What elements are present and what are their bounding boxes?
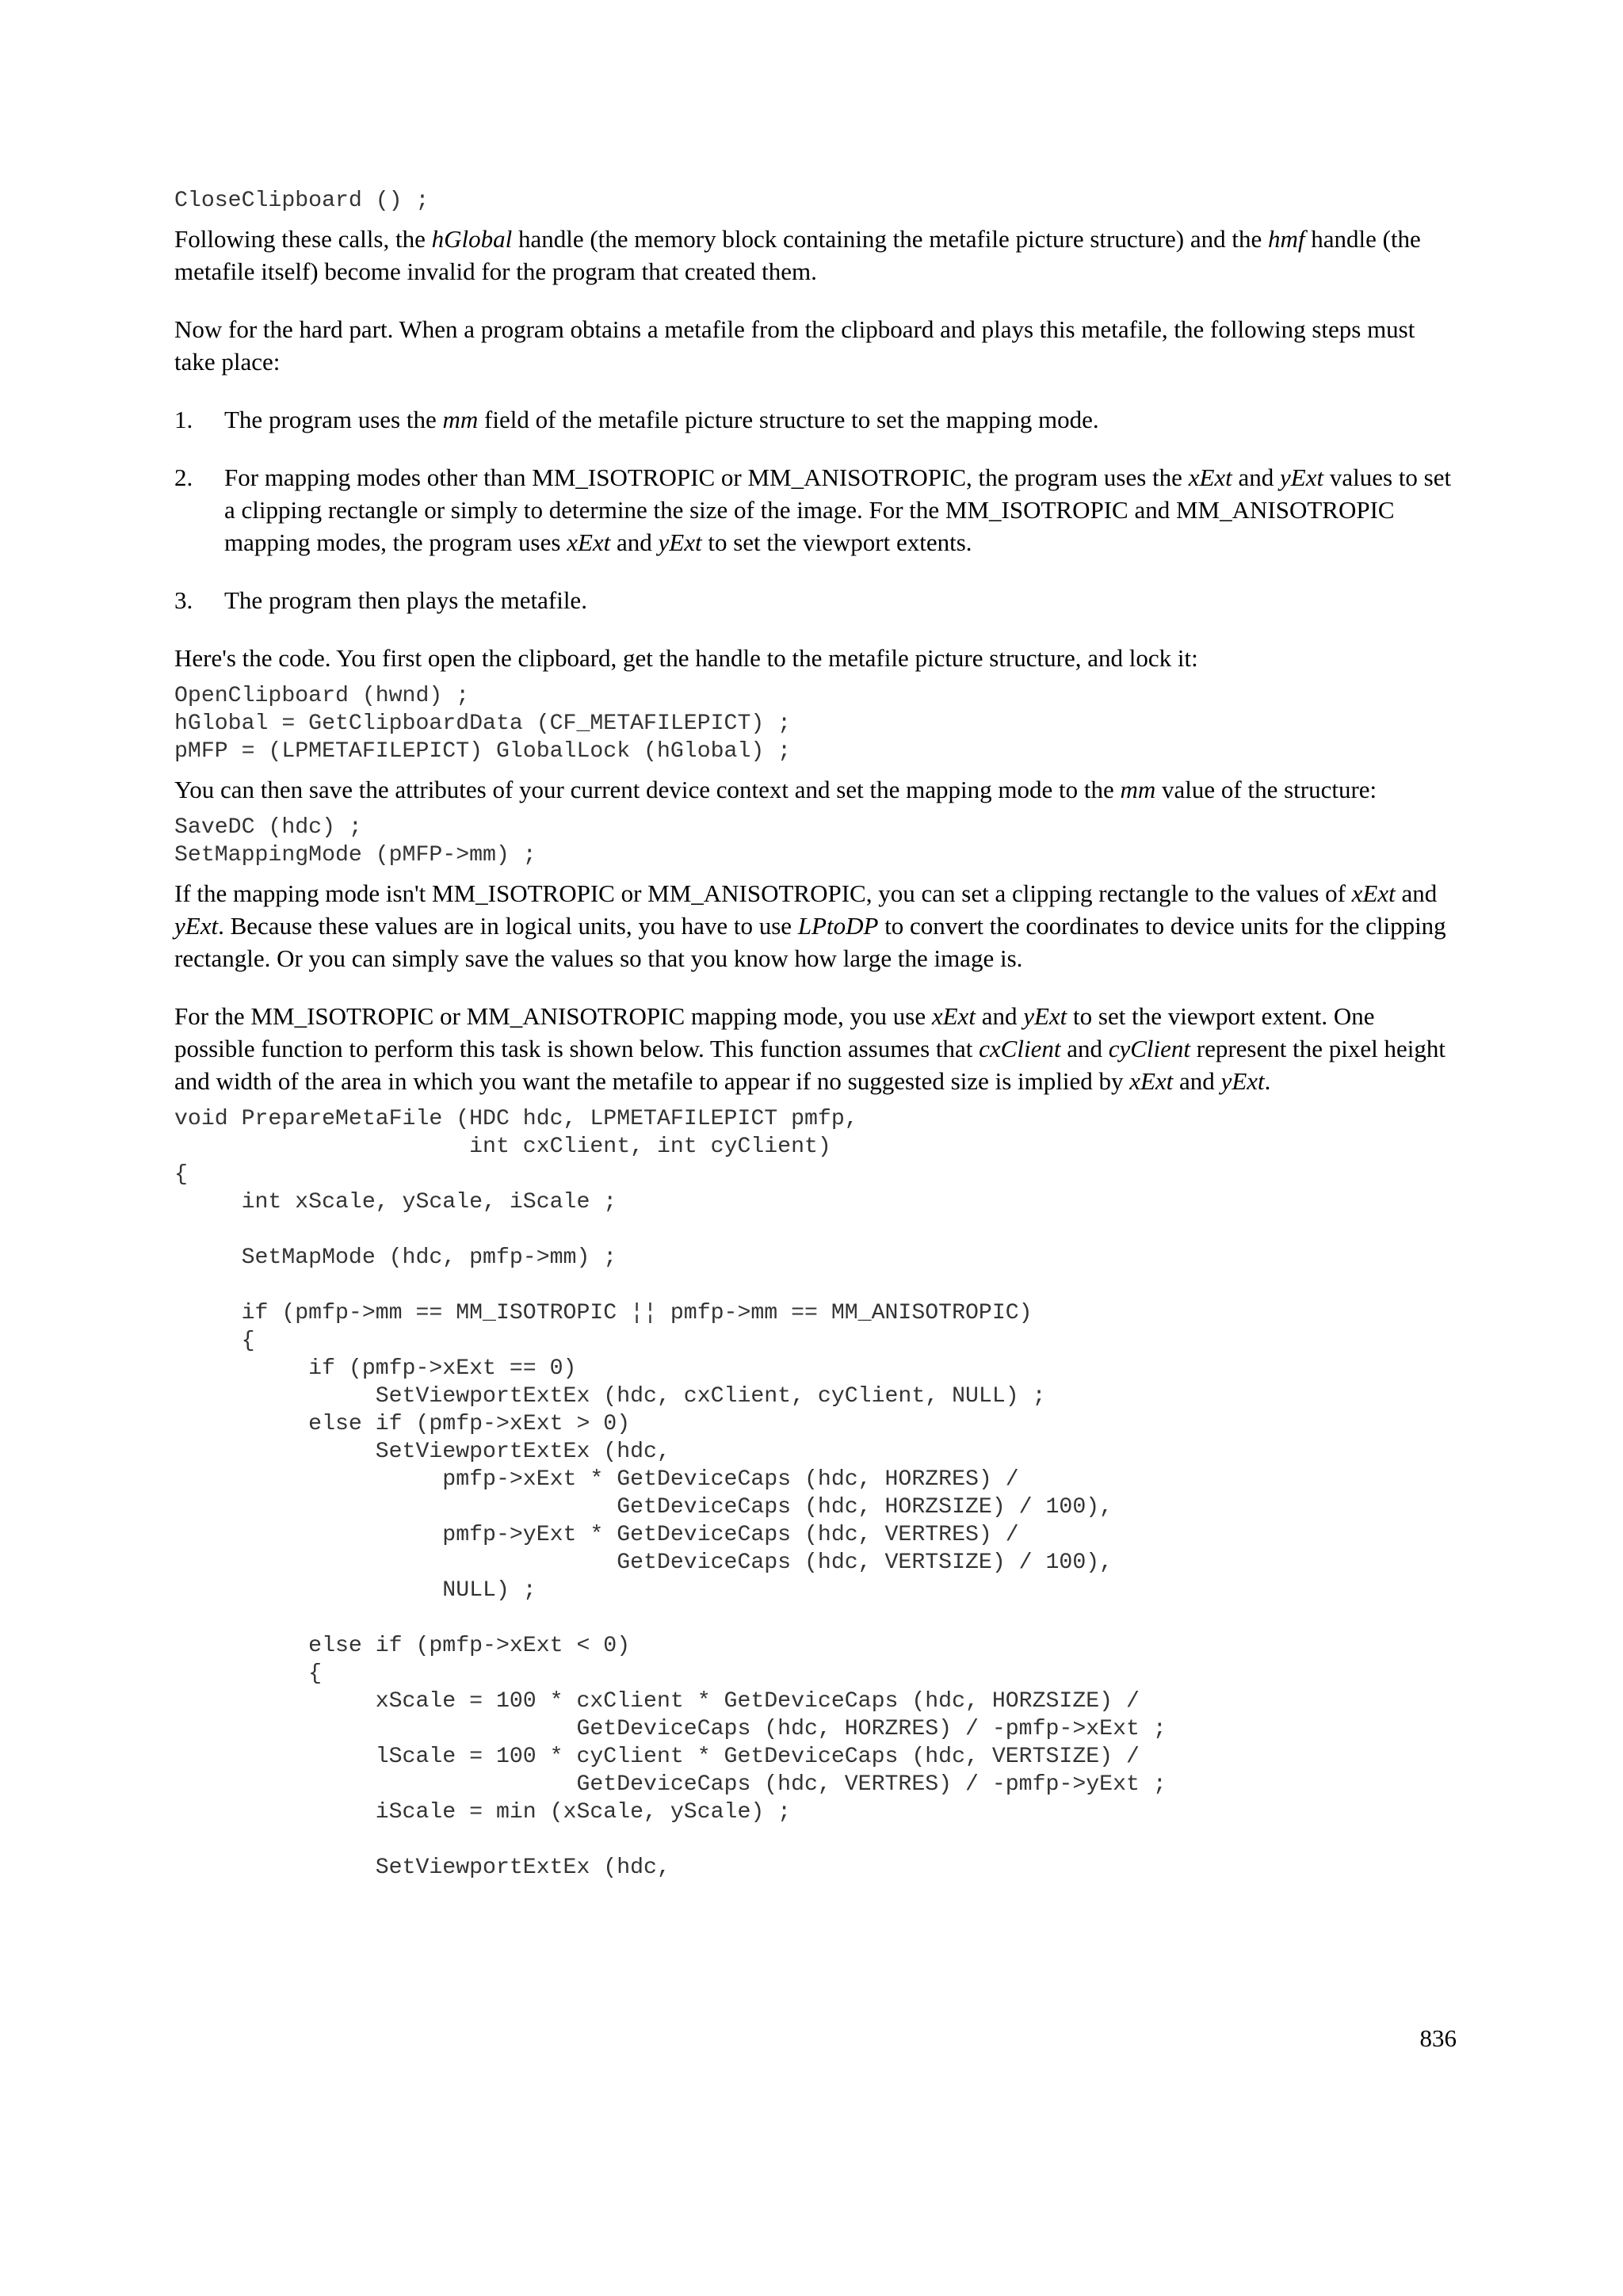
list-number: 1.	[174, 406, 193, 433]
italic-term: hmf	[1267, 225, 1305, 253]
list-item	[174, 461, 1458, 559]
text-span: .	[1264, 1067, 1271, 1095]
italic-term: hGlobal	[431, 225, 513, 253]
list-number: 2.	[174, 463, 193, 491]
text-span: to set the viewport extent. One possible function to perform this task is shown below. This function assumes that	[174, 1002, 1375, 1062]
list-item	[174, 584, 1458, 616]
italic-term: cxClient	[979, 1035, 1061, 1062]
text-span: field of the metafile picture structure to set the mapping mode.	[478, 406, 1099, 433]
text-span: The program uses the	[224, 406, 443, 433]
page-number: 836	[1419, 2024, 1457, 2052]
italic-term: yExt	[1220, 1067, 1265, 1095]
text-span: and	[610, 528, 659, 556]
text-span: . Because these values are in logical units, you have to use	[218, 912, 798, 940]
code-close-clipboard: CloseClipboard () ;	[174, 189, 430, 213]
italic-term: cyClient	[1108, 1035, 1191, 1062]
document-page	[174, 187, 1458, 1882]
italic-term: xExt	[1188, 463, 1232, 491]
italic-term: yExt	[1280, 463, 1324, 491]
code-save-dc: SaveDC (hdc) ; SetMappingMode (pMFP->mm) ;	[174, 815, 537, 868]
code-prepare-metafile: void PrepareMetaFile (HDC hdc, LPMETAFILEPICT pmfp, int cxClient, int cyClient) { int xScale, yScale, iScale ; SetMapMode (hdc, pmfp->mm) ; if (pmfp->mm == MM_ISOTROPIC ¦¦ pmfp->mm == MM_ANISOTROPIC) { if (pmfp->xExt == 0) SetViewportExtEx (hdc, cxClient, cyClient, NULL) ; else if (pmfp->xExt > 0) SetViewportExtEx (hdc, pmfp->xExt * GetDeviceCaps (hdc, HORZRES) / GetDeviceCaps (hdc, HORZSIZE) / 100), pmfp->yExt * GetDeviceCaps (hdc, VERTRES) / GetDeviceCaps (hdc, VERTSIZE) / 100), NULL) ; else if (pmfp->xExt < 0) { xScale = 100 * cxClient * GetDeviceCaps (hdc, HORZSIZE) / GetDeviceCaps (hdc, HORZRES) / -pmfp->xExt ; lScale = 100 * cyClient * GetDeviceCaps (hdc, VERTSIZE) / GetDeviceCaps (hdc, VERTRES) / -pmfp->yExt ; iScale = min (xScale, yScale) ; SetViewportExtEx (hdc,	[174, 1107, 1167, 1880]
text-span: and	[1232, 463, 1281, 491]
text-span: If the mapping mode isn't MM_ISOTROPIC or MM_ANISOTROPIC, you can set a clipping rectangle to the values of	[174, 879, 1352, 907]
text-span: handle (the metafile itself) become invalid for the program that created them.	[174, 225, 1421, 285]
italic-term: LPtoDP	[797, 912, 879, 940]
italic-term: mm	[1120, 776, 1156, 803]
text-span: and	[1060, 1035, 1109, 1062]
text-span: You can then save the attributes of your current device context and set the mapping mode to the	[174, 776, 1121, 803]
text-span: For the MM_ISOTROPIC or MM_ANISOTROPIC mapping mode, you use	[174, 1002, 932, 1030]
list-item	[174, 403, 1458, 436]
paragraph-hard-part: Now for the hard part. When a program obtains a metafile from the clipboard and plays this metafile, the following steps must take place:	[174, 315, 1415, 376]
code-open-clipboard: OpenClipboard (hwnd) ; hGlobal = GetClipboardData (CF_METAFILEPICT) ; pMFP = (LPMETAFILEPICT) GlobalLock (hGlobal) ;	[174, 684, 792, 764]
italic-term: xExt	[1351, 879, 1396, 907]
text-span: handle (the memory block containing the metafile picture structure) and the	[512, 225, 1268, 253]
italic-term: mm	[442, 406, 479, 433]
text-span: For mapping modes other than MM_ISOTROPIC or MM_ANISOTROPIC, the program uses the	[224, 463, 1189, 491]
paragraph-viewport-extent	[174, 1000, 1458, 1097]
text-span: and	[1173, 1067, 1221, 1095]
list-number: 3.	[174, 586, 193, 614]
italic-term: xExt	[1129, 1067, 1174, 1095]
paragraph-save-attributes	[174, 773, 1458, 806]
steps-list	[174, 403, 1458, 616]
text-span: Following these calls, the	[174, 225, 432, 253]
italic-term: xExt	[567, 528, 611, 556]
text-span: value of the structure:	[1155, 776, 1377, 803]
paragraph-clipping-rectangle	[174, 877, 1458, 974]
text-span: to convert the coordinates to device units for the clipping rectangle. Or you can simply save the values so that you know how large the image is.	[174, 912, 1446, 972]
text-span: and	[975, 1002, 1024, 1030]
text-span: values to set a clipping rectangle or simply to determine the size of the image. For the MM_ISOTROPIC and MM_ANISOTROPIC mapping modes, the program uses	[224, 463, 1452, 556]
paragraph-here-is-code: Here's the code. You first open the clipboard, get the handle to the metafile picture structure, and lock it:	[174, 644, 1198, 672]
italic-term: yExt	[174, 912, 219, 940]
text-span: The program then plays the metafile.	[224, 586, 587, 614]
italic-term: yExt	[1023, 1002, 1067, 1030]
text-span: and	[1395, 879, 1438, 907]
italic-term: yExt	[658, 528, 702, 556]
text-span: represent the pixel height and width of the area in which you want the metafile to appear if no suggested size is implied by	[174, 1035, 1445, 1095]
paragraph-invalid-handles	[174, 223, 1458, 288]
text-span: to set the viewport extents.	[701, 528, 972, 556]
italic-term: xExt	[931, 1002, 976, 1030]
